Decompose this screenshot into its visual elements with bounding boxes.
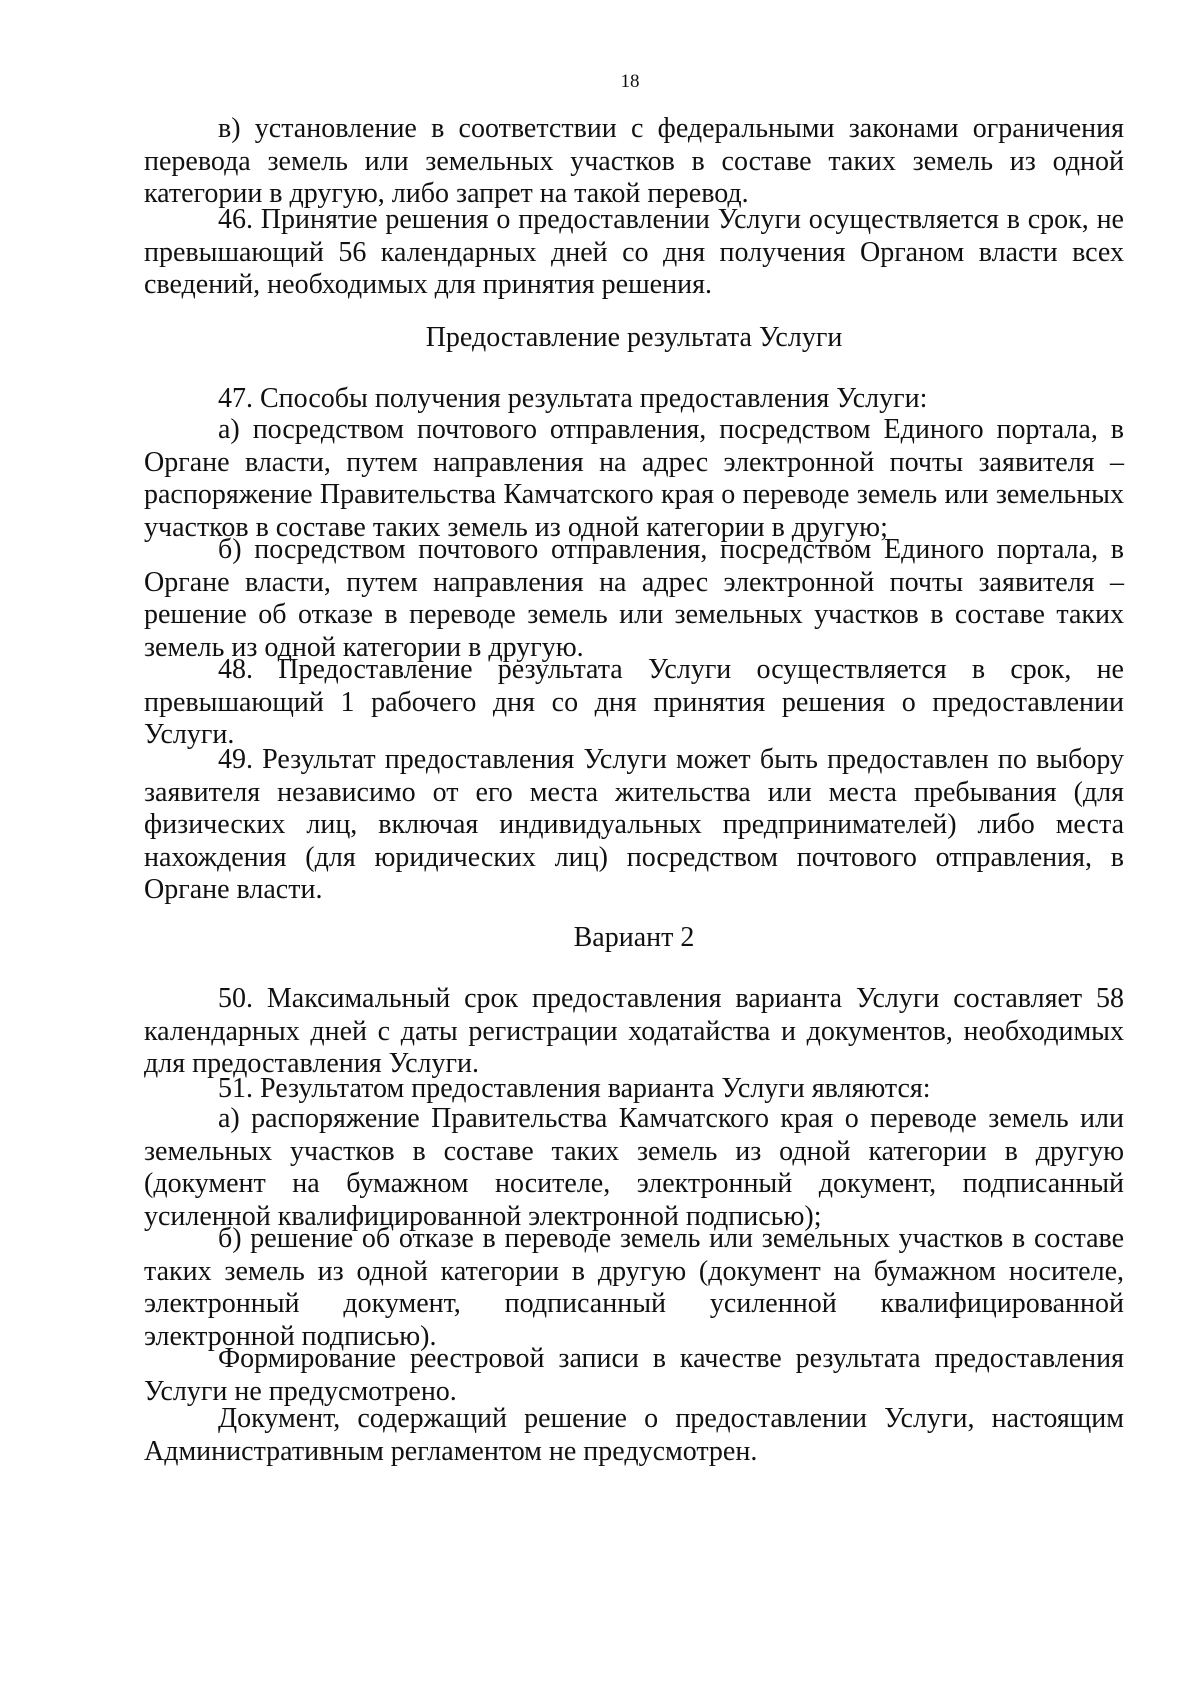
section-heading-result: Предоставление результата Услуги	[425, 322, 843, 353]
paragraph-45v: в) установление в соответствии с федеральными законами ограничения перевода земель или земельных участков в составе таких земель из одной категории в другую, либо запрет на такой перевод.	[144, 113, 1124, 209]
paragraph-48: 48. Предоставление результата Услуги осуществляется в срок, не превышающий 1 рабочего дня со дня принятия решения о предоставлении Услуги.	[144, 654, 1124, 750]
page-number: 18	[620, 71, 640, 92]
paragraph-51b: б) решение об отказе в переводе земель или земельных участков в составе таких земель из одной категории в другую (документ на бумажном носителе, электронный документ, подписанный усиленной квалифицированной электронной подписью).	[144, 1223, 1124, 1352]
paragraph-decision-document: Документ, содержащий решение о предоставлении Услуги, настоящим Административным регламентом не предусмотрен.	[144, 1403, 1124, 1467]
paragraph-51a: а) распоряжение Правительства Камчатского края о переводе земель или земельных участков в составе таких земель из одной категории в другую (документ на бумажном носителе, электронный документ, подписанный усиленной квалифицированной электронной подписью);	[144, 1103, 1124, 1232]
paragraph-46: 46. Принятие решения о предоставлении Услуги осуществляется в срок, не превышающий 56 календарных дней со дня получения Органом власти всех сведений, необходимых для принятия решения.	[144, 204, 1124, 300]
paragraph-49: 49. Результат предоставления Услуги может быть предоставлен по выбору заявителя независимо от его места жительства или места пребывания (для физических лиц, включая индивидуальных предпринимателей) либо места нахождения (для юридических лиц) посредством почтового отправления, в Органе власти.	[144, 744, 1124, 905]
paragraph-47a: а) посредством почтового отправления, посредством Единого портала, в Органе власти, путем направления на адрес электронной почты заявителя – распоряжение Правительства Камчатского края о переводе земель или земельных участков в составе таких земель из одной категории в другую;	[144, 414, 1124, 543]
section-heading-variant-2: Вариант 2	[573, 922, 695, 953]
paragraph-50: 50. Максимальный срок предоставления варианта Услуги составляет 58 календарных дней с даты регистрации ходатайства и документов, необходимых для предоставления Услуги.	[144, 983, 1124, 1079]
paragraph-47: 47. Способы получения результата предоставления Услуги:	[218, 383, 928, 414]
paragraph-47b: б) посредством почтового отправления, посредством Единого портала, в Органе власти, путем направления на адрес электронной почты заявителя – решение об отказе в переводе земель или земельных участков в составе таких земель из одной категории в другую.	[144, 534, 1124, 663]
paragraph-registry-record: Формирование реестровой записи в качестве результата предоставления Услуги не предусмотрено.	[144, 1343, 1124, 1407]
paragraph-51: 51. Результатом предоставления варианта Услуги являются:	[218, 1073, 931, 1104]
